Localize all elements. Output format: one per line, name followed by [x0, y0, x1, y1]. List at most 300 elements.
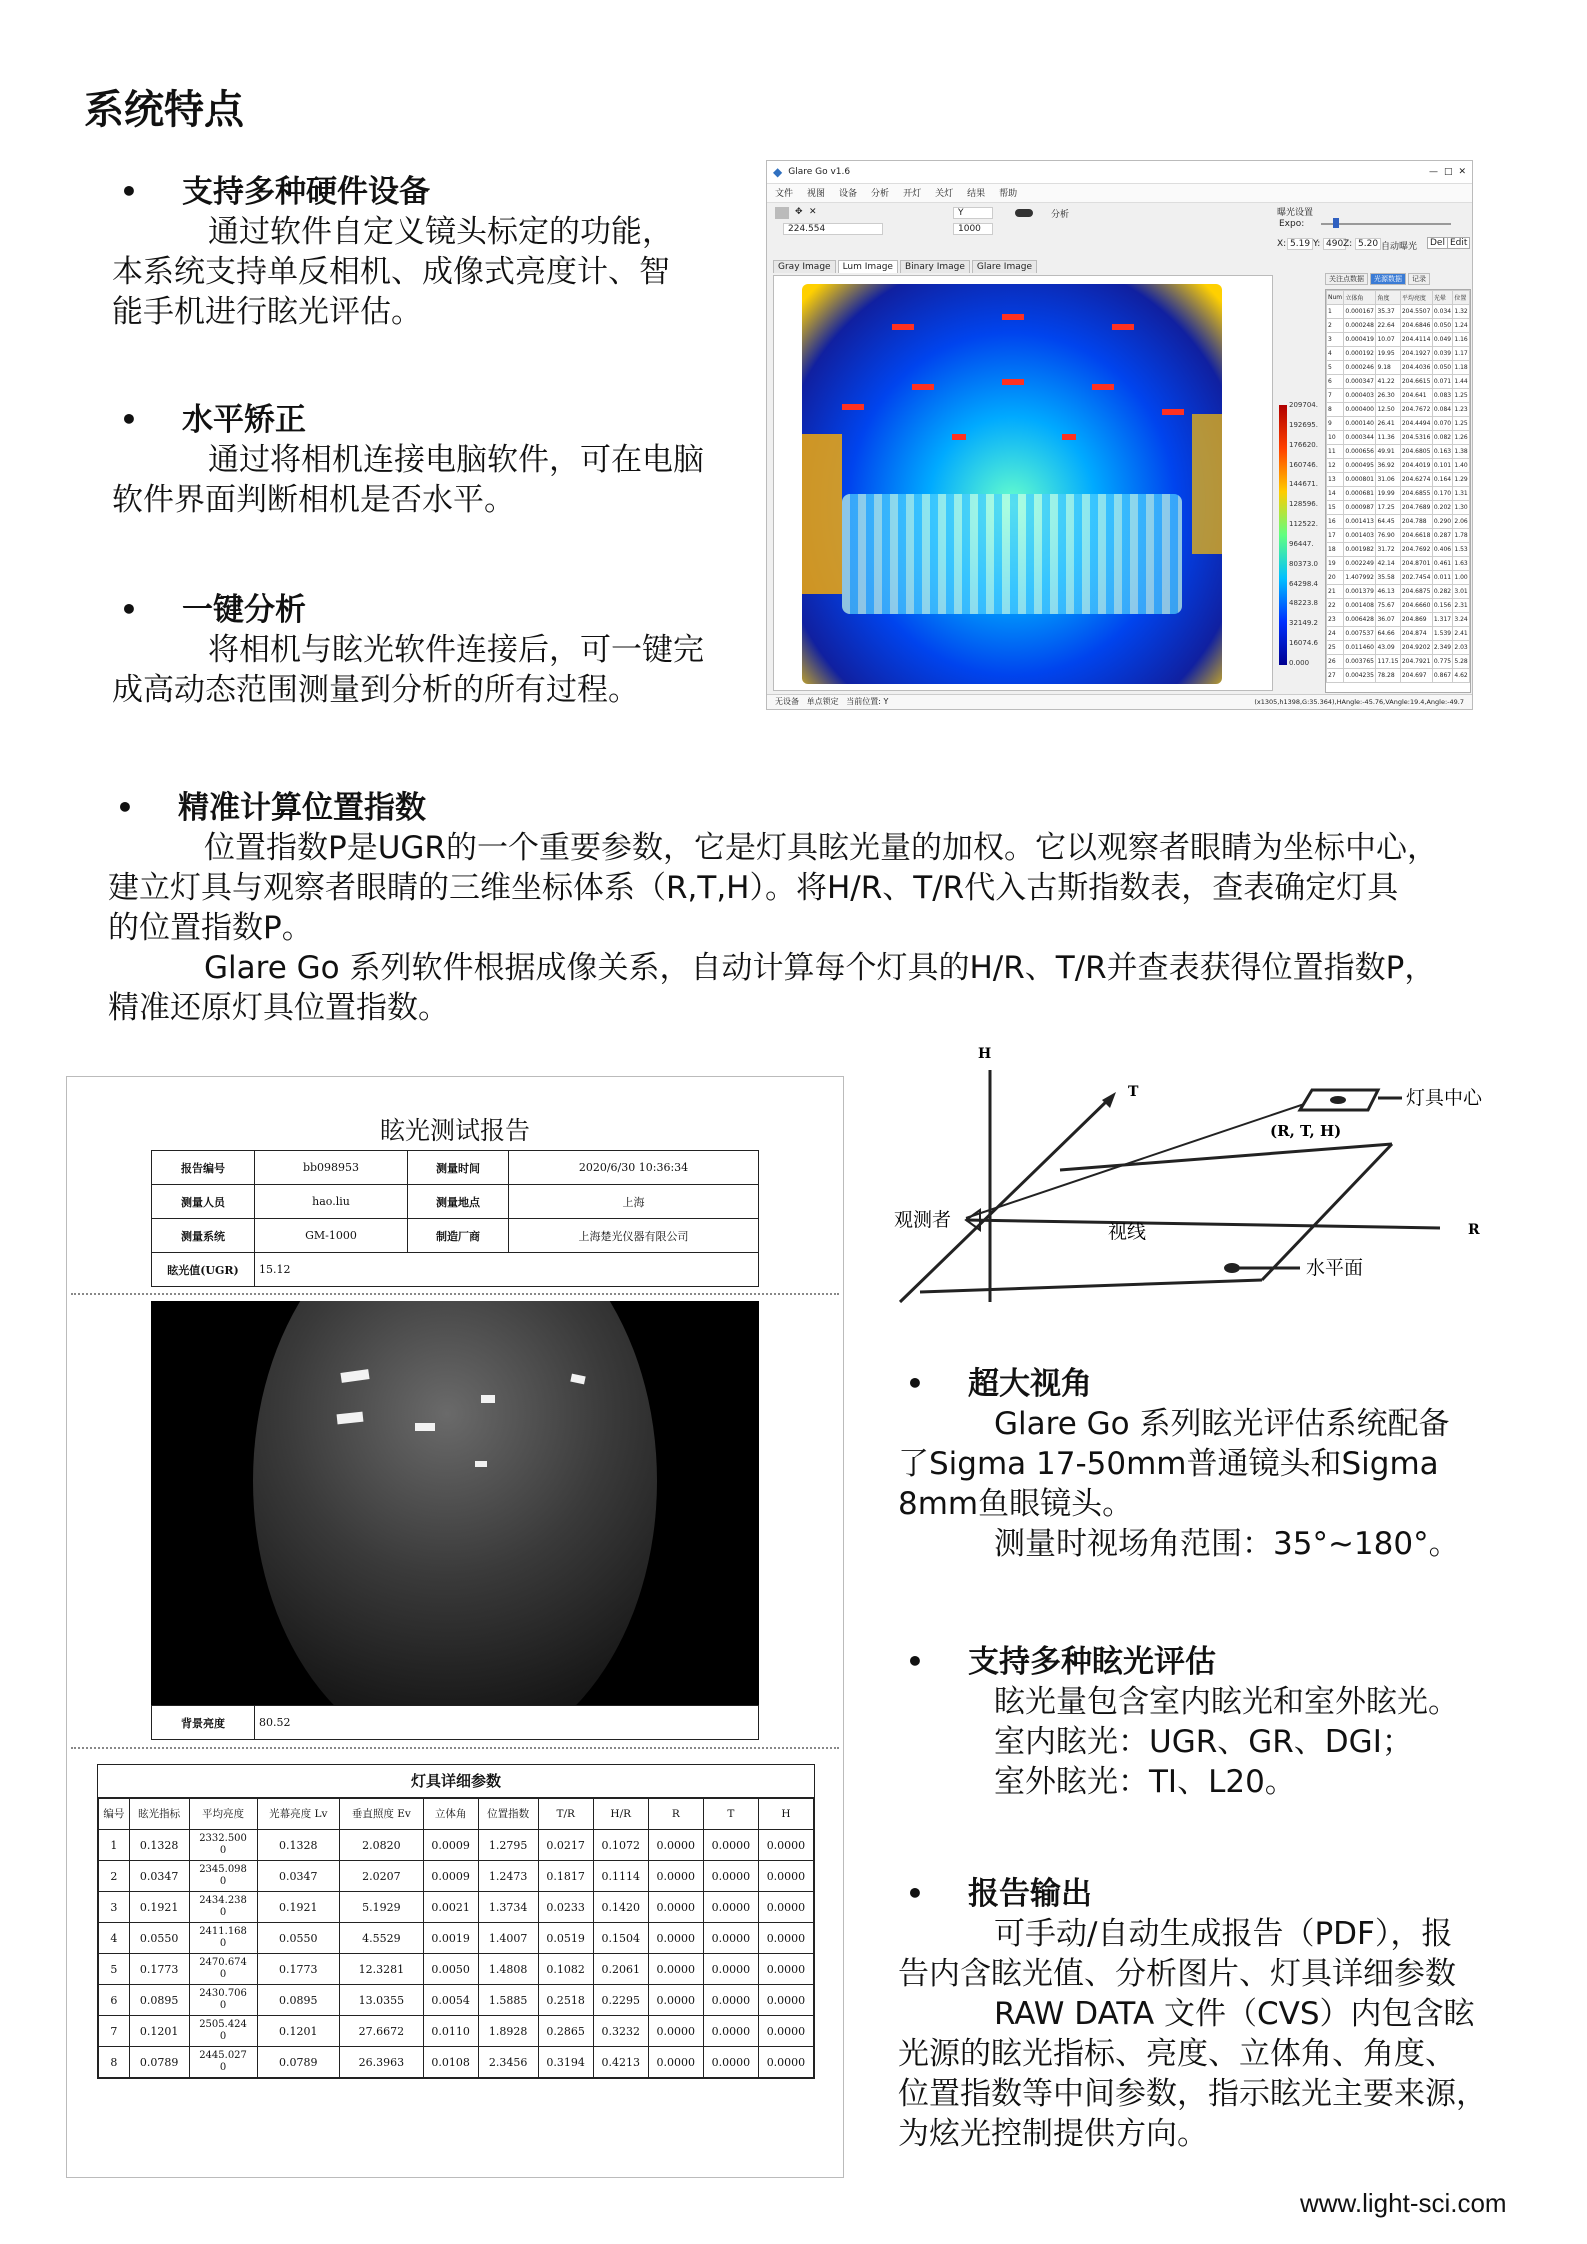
lamps-cell: 0.0000 — [758, 1861, 813, 1892]
lamps-cell: 0.1921 — [129, 1892, 189, 1923]
lamps-table — [98, 1798, 814, 2078]
feature-line: 软件界面判断相机是否水平。 — [112, 482, 515, 518]
lamps-header-cell: H/R — [593, 1799, 648, 1830]
lamps-cell: 0.0000 — [758, 1954, 813, 1985]
grid-cell: 0.000801 — [1344, 473, 1376, 487]
toolbar — [773, 205, 1073, 239]
grid-cell: 0.406 — [1432, 543, 1452, 557]
grid-cell: 3.24 — [1453, 613, 1470, 627]
h-label: H — [978, 1046, 992, 1062]
grid-row[interactable] — [1327, 403, 1470, 417]
grid-cell: 0.290 — [1432, 515, 1452, 529]
grid-row[interactable] — [1327, 319, 1470, 333]
right-tab[interactable]: 光源数据 — [1370, 273, 1406, 285]
lamps-cell: 0.1082 — [538, 1954, 593, 1985]
lamps-cell: 0.0000 — [758, 1892, 813, 1923]
grid-cell: 204.4036 — [1400, 361, 1432, 375]
info-label: 测量人员 — [152, 1185, 255, 1219]
grid-cell: 1.23 — [1453, 403, 1470, 417]
grid-cell: 3 — [1327, 333, 1344, 347]
grid-row[interactable] — [1327, 473, 1470, 487]
feature-line: 的位置指数P。 — [108, 910, 313, 946]
feature-line: 告内含眩光值、分析图片、灯具详细参数 — [898, 1956, 1456, 1992]
grid-cell: 0.101 — [1432, 459, 1452, 473]
grid-row[interactable] — [1327, 543, 1470, 557]
grid-row[interactable] — [1327, 641, 1470, 655]
feature-heading: 报告输出 — [968, 1876, 1092, 1912]
colorbar-tick-label: 112522. — [1289, 520, 1318, 529]
lamps-row — [99, 1954, 814, 1985]
lamp-dot — [1330, 1096, 1346, 1104]
grid-cell: 11.36 — [1376, 431, 1400, 445]
grid-cell: 5.28 — [1453, 655, 1470, 669]
lamps-cell: 2445.027 0 — [189, 2047, 257, 2078]
move-icon[interactable]: ✥ — [795, 207, 803, 217]
grid-cell: 204.4019 — [1400, 459, 1432, 473]
clear-icon[interactable]: ✕ — [809, 207, 817, 217]
image-panel — [773, 275, 1273, 691]
coordinate-diagram — [880, 1040, 1520, 1330]
grid-cell: 36.07 — [1376, 613, 1400, 627]
lamps-header-row — [99, 1799, 814, 1830]
colorbar-tick-label: 16074.6 — [1289, 639, 1318, 648]
grid-cell: 204.6875 — [1400, 585, 1432, 599]
lamps-cell: 0.2865 — [538, 2016, 593, 2047]
play-icon[interactable] — [775, 207, 789, 219]
grid-cell: 0.461 — [1432, 557, 1452, 571]
right-tabs — [1325, 273, 1430, 285]
grid-cell: 1.25 — [1453, 389, 1470, 403]
tab-gray-image[interactable]: Gray Image — [773, 260, 836, 273]
feature-line: RAW DATA 文件（CVS）内包含眩 — [994, 1996, 1475, 2032]
grid-cell: 204.6846 — [1400, 319, 1432, 333]
maximize-icon[interactable]: □ — [1443, 167, 1453, 177]
colorbar-tick-label: 0.000 — [1289, 659, 1310, 667]
grid-cell: 42.14 — [1376, 557, 1400, 571]
menu-item[interactable]: 帮助 — [999, 189, 1018, 199]
tab-binary-image[interactable]: Binary Image — [900, 260, 970, 273]
lamps-cell: 13.0355 — [340, 1985, 424, 2016]
grid-cell: 204.6805 — [1400, 445, 1432, 459]
lamps-cell: 0.0000 — [648, 1985, 703, 2016]
coord-label: X: — [1277, 239, 1287, 249]
lamp-highlight — [475, 1461, 487, 1467]
window-title: Glare Go v1.6 — [788, 167, 851, 177]
lamp-mark — [1002, 379, 1024, 385]
lamps-table-wrap — [97, 1764, 815, 2079]
grid-cell: 0.156 — [1432, 599, 1452, 613]
colorbar-tick-label: 32149.2 — [1289, 619, 1318, 628]
lamps-cell: 0.0000 — [758, 1923, 813, 1954]
lamps-cell: 0.0000 — [703, 1830, 758, 1861]
grid-cell: 204.1927 — [1400, 347, 1432, 361]
lamps-cell: 27.6672 — [340, 2016, 424, 2047]
feature-line: 光源的眩光指标、亮度、立体角、角度、 — [898, 2036, 1456, 2072]
grid-cell: 0.000656 — [1344, 445, 1376, 459]
luminance-image[interactable] — [802, 284, 1222, 684]
grid-cell: 4 — [1327, 347, 1344, 361]
lamps-row — [99, 1923, 814, 1954]
grid-cell: 18 — [1327, 543, 1344, 557]
bg-value: 80.52 — [255, 1706, 759, 1740]
grid-row[interactable] — [1327, 613, 1470, 627]
grid-row[interactable] — [1327, 375, 1470, 389]
horizontal-plane-bottom — [920, 1280, 1262, 1292]
right-tab[interactable]: 关注点数据 — [1325, 273, 1368, 285]
colorbar-tick-label: 176620. — [1289, 440, 1318, 449]
grid-cell: 75.67 — [1376, 599, 1400, 613]
lamps-cell: 0.0000 — [703, 1861, 758, 1892]
horizontal-plane-top — [1060, 1144, 1392, 1170]
grid-cell: 12 — [1327, 459, 1344, 473]
grid-cell: 1.38 — [1453, 445, 1470, 459]
lamps-cell: 3 — [99, 1892, 130, 1923]
grid-cell: 204.788 — [1400, 515, 1432, 529]
lamps-header-cell: 垂直照度 Ev — [340, 1799, 424, 1830]
lamps-cell: 0.1504 — [593, 1923, 648, 1954]
divider — [71, 1293, 839, 1295]
grid-cell: 25 — [1327, 641, 1344, 655]
lamps-cell: 0.0000 — [703, 1985, 758, 2016]
coord-value[interactable]: 5.19 — [1287, 238, 1313, 250]
window-titlebar — [767, 161, 1472, 184]
lamps-cell: 0.0000 — [648, 1830, 703, 1861]
grid-cell: 14 — [1327, 487, 1344, 501]
menu-item[interactable]: 分析 — [871, 189, 890, 199]
lamps-cell: 0.1201 — [129, 2016, 189, 2047]
feature-line: Glare Go 系列软件根据成像关系，自动计算每个灯具的H/R、T/R并查表获得位置指数P， — [204, 950, 1436, 986]
feature-report-output — [898, 1874, 1518, 2154]
grid-cell: 35.58 — [1376, 571, 1400, 585]
lamps-cell: 0.0895 — [129, 1985, 189, 2016]
grid-cell: 23 — [1327, 613, 1344, 627]
bullet: • — [120, 593, 138, 626]
close-icon[interactable]: ✕ — [1458, 167, 1466, 177]
minimize-icon[interactable]: — — [1428, 167, 1438, 177]
lamps-cell: 0.0000 — [648, 1861, 703, 1892]
menu-item[interactable]: 设备 — [839, 189, 858, 199]
grid-cell: 1.31 — [1453, 487, 1470, 501]
grid-header-cell: 立体角 — [1344, 291, 1376, 305]
tab-lum-image[interactable]: Lum Image — [838, 260, 898, 273]
r-axis — [966, 1220, 1440, 1228]
grid-row[interactable] — [1327, 445, 1470, 459]
lamps-cell: 1 — [99, 1830, 130, 1861]
lamps-cell: 2434.238 0 — [189, 1892, 257, 1923]
feature-line: Glare Go 系列眩光评估系统配备 — [994, 1406, 1450, 1442]
feature-line: 本系统支持单反相机、成像式亮度计、智 — [112, 254, 670, 290]
lamps-cell: 0.1072 — [593, 1830, 648, 1861]
grid-row[interactable] — [1327, 585, 1470, 599]
grid-row[interactable] — [1327, 459, 1470, 473]
ugr-label: 眩光值(UGR) — [152, 1253, 255, 1287]
grid-row[interactable] — [1327, 627, 1470, 641]
lamps-cell: 0.0000 — [648, 2016, 703, 2047]
expo-slider[interactable] — [1321, 223, 1451, 225]
lamps-cell: 2411.168 0 — [189, 1923, 257, 1954]
grid-row[interactable] — [1327, 501, 1470, 515]
colorbar-tick-label: 192695. — [1289, 420, 1318, 429]
grid-cell: 1.32 — [1453, 305, 1470, 319]
grid-row[interactable] — [1327, 417, 1470, 431]
grid-cell: 1.16 — [1453, 333, 1470, 347]
field[interactable]: 1000 — [953, 223, 993, 235]
tab-glare-image[interactable]: Glare Image — [972, 260, 1037, 273]
lamp-highlight — [481, 1395, 495, 1403]
horizontal-label: 水平面 — [1306, 1257, 1364, 1279]
feature-heading: 支持多种硬件设备 — [182, 174, 430, 210]
grid-cell: 204.6855 — [1400, 487, 1432, 501]
grid-row[interactable] — [1327, 487, 1470, 501]
grid-cell: 204.641 — [1400, 389, 1432, 403]
grid-cell: 204.6660 — [1400, 599, 1432, 613]
lamps-cell: 0.0050 — [423, 1954, 478, 1985]
lamps-header-cell: 编号 — [99, 1799, 130, 1830]
info-value: hao.liu — [255, 1185, 408, 1219]
feature-line: 室外眩光：TI、L20。 — [994, 1764, 1296, 1800]
grid-cell: 1.25 — [1453, 417, 1470, 431]
toggle-switch[interactable] — [1015, 209, 1033, 217]
grid-cell: 0.049 — [1432, 333, 1452, 347]
lamp-mark — [1092, 384, 1114, 390]
grid-row[interactable] — [1327, 557, 1470, 571]
lamps-cell: 0.0550 — [129, 1923, 189, 1954]
lamp-mark — [912, 384, 934, 390]
menu-item[interactable]: 关灯 — [935, 189, 954, 199]
grid-cell: 204.7921 — [1400, 655, 1432, 669]
grid-cell: 20 — [1327, 571, 1344, 585]
grid-cell: 1.30 — [1453, 501, 1470, 515]
grid-cell: 0.282 — [1432, 585, 1452, 599]
colorbar-tick-label: 48223.8 — [1289, 599, 1318, 608]
coord-value[interactable]: 490 — [1323, 238, 1346, 250]
grid-cell: 2.41 — [1453, 627, 1470, 641]
lamps-cell: 1.2795 — [478, 1830, 538, 1861]
grid-row[interactable] — [1327, 347, 1470, 361]
right-tab[interactable]: 记录 — [1408, 273, 1430, 285]
divider — [71, 1747, 839, 1749]
grid-cell: 0.000681 — [1344, 487, 1376, 501]
grid-row[interactable] — [1327, 599, 1470, 613]
bullet: • — [116, 791, 134, 824]
feature-line: 精准还原灯具位置指数。 — [108, 990, 449, 1026]
grid-cell: 0.000403 — [1344, 389, 1376, 403]
grid-cell: 1.63 — [1453, 557, 1470, 571]
lamps-cell: 2 — [99, 1861, 130, 1892]
lamps-header-cell: 位置指数 — [478, 1799, 538, 1830]
lamps-cell: 0.1114 — [593, 1861, 648, 1892]
grid-cell: 204.697 — [1400, 669, 1432, 683]
grid-cell: 0.011460 — [1344, 641, 1376, 655]
lamps-cell: 5.1929 — [340, 1892, 424, 1923]
footer-url[interactable]: www.light-sci.com — [1300, 2188, 1507, 2218]
grid-cell: 26.30 — [1376, 389, 1400, 403]
grid-row[interactable] — [1327, 361, 1470, 375]
grid-cell: 0.000344 — [1344, 431, 1376, 445]
grid-cell: 46.13 — [1376, 585, 1400, 599]
info-label: 报告编号 — [152, 1151, 255, 1185]
grid-cell: 204.7689 — [1400, 501, 1432, 515]
lamps-row — [99, 1985, 814, 2016]
grid-cell: 204.8701 — [1400, 557, 1432, 571]
grid-cell: 7 — [1327, 389, 1344, 403]
analyze-button[interactable]: 分析 — [1051, 210, 1070, 220]
lamps-cell: 2.3456 — [478, 2047, 538, 2078]
lamps-cell: 0.0000 — [648, 2047, 703, 2078]
lamps-cell: 0.0789 — [257, 2047, 340, 2078]
bullet: • — [906, 1877, 924, 1910]
lamps-cell: 0.1328 — [129, 1830, 189, 1861]
fisheye-circle — [253, 1301, 657, 1705]
r-label: R — [1468, 1222, 1480, 1238]
lamp-mark — [1062, 434, 1076, 440]
grid-cell: 202.7454 — [1400, 571, 1432, 585]
lamps-cell: 0.0110 — [423, 2016, 478, 2047]
grid-cell: 11 — [1327, 445, 1344, 459]
grid-row[interactable] — [1327, 333, 1470, 347]
lamp-highlight — [415, 1423, 435, 1431]
menu-bar — [767, 184, 1472, 203]
grid-cell: 10 — [1327, 431, 1344, 445]
bullet: • — [906, 1645, 924, 1678]
grid-cell: 21 — [1327, 585, 1344, 599]
lamps-cell: 2.0207 — [340, 1861, 424, 1892]
grid-cell: 1.44 — [1453, 375, 1470, 389]
field[interactable]: Y — [953, 207, 993, 219]
lamps-cell: 0.0000 — [758, 2016, 813, 2047]
feature-line: 眩光量包含室内眩光和室外眩光。 — [994, 1684, 1459, 1720]
lamp-mark — [842, 404, 864, 410]
lamps-cell: 2345.098 0 — [189, 1861, 257, 1892]
observer-label: 观测者 — [894, 1209, 952, 1231]
lamps-cell: 0.3194 — [538, 2047, 593, 2078]
grid-cell: 49.91 — [1376, 445, 1400, 459]
grid-cell: 3.01 — [1453, 585, 1470, 599]
lamps-cell: 0.0789 — [129, 2047, 189, 2078]
grid-row[interactable] — [1327, 305, 1470, 319]
grid-row[interactable] — [1327, 431, 1470, 445]
del-button[interactable]: Del — [1427, 237, 1448, 249]
grid-header-cell: Num — [1327, 291, 1344, 305]
exposure-label: 曝光设置 — [1277, 208, 1314, 218]
edit-button[interactable]: Edit — [1447, 237, 1470, 249]
menu-item[interactable]: 文件 — [775, 189, 794, 199]
grid-row[interactable] — [1327, 529, 1470, 543]
feature-line: 通过将相机连接电脑软件，可在电脑 — [208, 442, 704, 478]
grid-cell: 0.000495 — [1344, 459, 1376, 473]
grid-cell: 26 — [1327, 655, 1344, 669]
grid-row[interactable] — [1327, 655, 1470, 669]
grid-cell: 204.4494 — [1400, 417, 1432, 431]
grid-cell: 10.07 — [1376, 333, 1400, 347]
grid-cell: 0.001403 — [1344, 529, 1376, 543]
grid-cell: 8 — [1327, 403, 1344, 417]
grid-row[interactable] — [1327, 571, 1470, 585]
colorbar-tick-label: 80373.0 — [1289, 559, 1318, 568]
lamps-cell: 6 — [99, 1985, 130, 2016]
grid-cell: 204.7692 — [1400, 543, 1432, 557]
grid-cell: 1.00 — [1453, 571, 1470, 585]
image-tabs — [767, 257, 1043, 273]
grid-cell: 13 — [1327, 473, 1344, 487]
lamp-mark — [1162, 409, 1184, 415]
lamps-cell: 0.0550 — [257, 1923, 340, 1954]
lamps-cell: 1.3734 — [478, 1892, 538, 1923]
feature-line: 位置指数P是UGR的一个重要参数，它是灯具眩光量的加权。它以观察者眼睛为坐标中心， — [204, 830, 1438, 866]
grid-cell: 31.72 — [1376, 543, 1400, 557]
grid-cell: 0.867 — [1432, 669, 1452, 683]
lamps-cell: 0.0347 — [257, 1861, 340, 1892]
grid-cell: 0.000192 — [1344, 347, 1376, 361]
lamps-cell: 0.0000 — [703, 2047, 758, 2078]
exposure-panel — [1277, 205, 1467, 265]
colorbar-tick-label: 209704. — [1289, 401, 1318, 409]
grid-cell: 0.001408 — [1344, 599, 1376, 613]
menu-item[interactable]: 开灯 — [903, 189, 922, 199]
grid-row[interactable] — [1327, 389, 1470, 403]
expo-slider-thumb[interactable] — [1333, 218, 1339, 228]
feature-line: 可手动/自动生成报告（PDF），报 — [994, 1916, 1453, 1952]
lamps-cell: 2332.500 0 — [189, 1830, 257, 1861]
lamps-cell: 0.0000 — [703, 2016, 758, 2047]
grid-header-cell: 光晕 — [1432, 291, 1452, 305]
field[interactable]: 224.554 — [783, 223, 883, 235]
lamps-cell: 0.0217 — [538, 1830, 593, 1861]
sight-label: 视线 — [1108, 1221, 1147, 1243]
grid-cell: 0.083 — [1432, 389, 1452, 403]
fisheye-image — [151, 1301, 759, 1705]
auto-exposure-checkbox[interactable]: 自动曝光 — [1381, 242, 1418, 252]
info-label: 制造厂商 — [408, 1219, 509, 1253]
coord-value[interactable]: 5.20 — [1355, 238, 1381, 250]
grid-cell: 6 — [1327, 375, 1344, 389]
lamps-cell: 0.0000 — [703, 1923, 758, 1954]
grid-cell: 0.001413 — [1344, 515, 1376, 529]
window-glow — [802, 434, 842, 594]
app-screenshot — [766, 160, 1473, 710]
grid-cell: 0.050 — [1432, 319, 1452, 333]
lamps-cell: 0.1201 — [257, 2016, 340, 2047]
grid-cell: 1.26 — [1453, 431, 1470, 445]
grid-cell: 41.22 — [1376, 375, 1400, 389]
lamps-cell: 2430.706 0 — [189, 1985, 257, 2016]
lamps-header-cell: 平均亮度 — [189, 1799, 257, 1830]
coord-label: Z: — [1343, 239, 1353, 249]
lamps-cell: 0.0108 — [423, 2047, 478, 2078]
grid-cell: 27 — [1327, 669, 1344, 683]
grid-cell: 2.349 — [1432, 641, 1452, 655]
lamps-cell: 0.0519 — [538, 1923, 593, 1954]
feature-hardware — [112, 172, 752, 332]
lamps-cell: 0.0000 — [703, 1954, 758, 1985]
lamps-cell: 1.4007 — [478, 1923, 538, 1954]
grid-cell: 12.50 — [1376, 403, 1400, 417]
info-value: 上海 — [509, 1185, 759, 1219]
lamps-cell: 0.0000 — [648, 1892, 703, 1923]
grid-row[interactable] — [1327, 669, 1470, 683]
lamps-cell: 1.8928 — [478, 2016, 538, 2047]
menu-item[interactable]: 结果 — [967, 189, 986, 199]
grid-cell: 64.45 — [1376, 515, 1400, 529]
lamps-cell: 0.0000 — [648, 1954, 703, 1985]
feature-line: 测量时视场角范围：35°~180°。 — [994, 1526, 1460, 1562]
grid-cell: 64.66 — [1376, 627, 1400, 641]
grid-row[interactable] — [1327, 515, 1470, 529]
feature-heading: 超大视角 — [968, 1366, 1092, 1402]
menu-item[interactable]: 视图 — [807, 189, 826, 199]
lamps-cell: 0.0347 — [129, 1861, 189, 1892]
info-value: bb098953 — [255, 1151, 408, 1185]
